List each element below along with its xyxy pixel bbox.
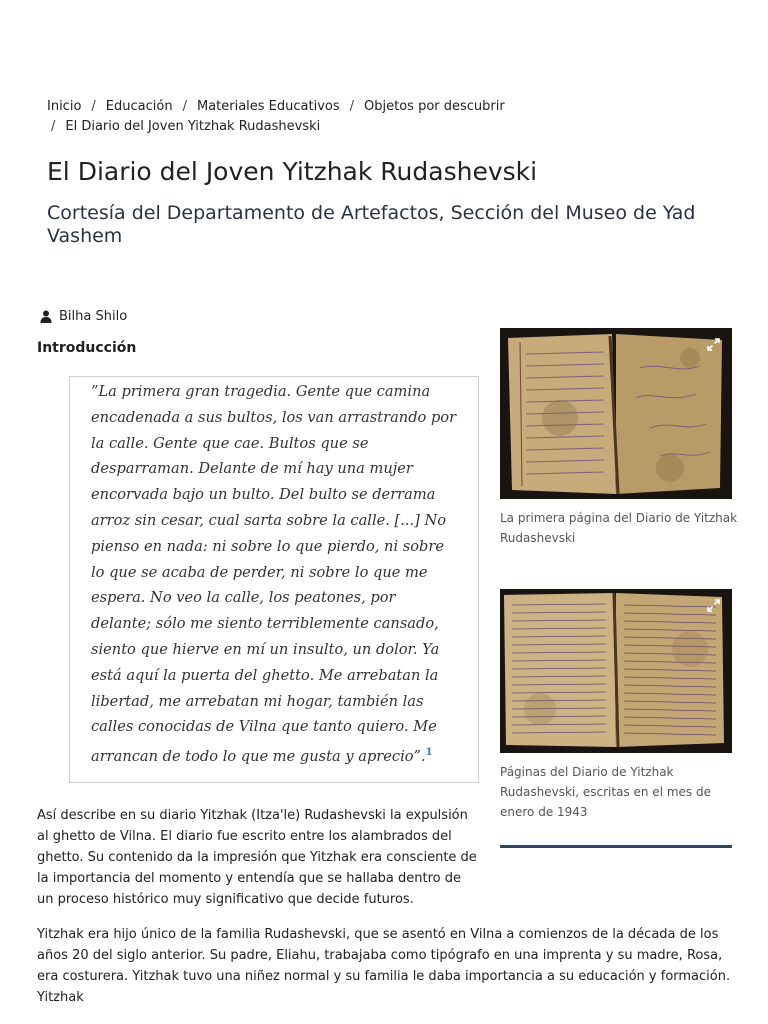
breadcrumb-item-educacion[interactable]: Educación xyxy=(105,99,173,114)
breadcrumb-item-inicio[interactable]: Inicio xyxy=(47,99,82,114)
diary-quote xyxy=(69,376,479,783)
image-caption: Páginas del Diario de Yitzhak Rudashevski, escritas en el mes de enero de 1943 xyxy=(500,765,711,819)
page-subtitle: Cortesía del Departamento de Artefactos, Sección del Museo de Yad Vashem xyxy=(47,202,696,247)
breadcrumb-separator: / xyxy=(51,119,56,134)
breadcrumb-item-materiales[interactable]: Materiales Educativos xyxy=(196,99,340,114)
diary-image-pages-1943[interactable] xyxy=(500,589,732,753)
footnote-link[interactable]: 1 xyxy=(425,747,433,759)
quote-text: ”La primera gran tragedia. Gente que camina encadenada a sus bultos, los van arrastrando por la calle. Gente que cae. Bultos que se desparraman. Delante de mí hay una mujer encorvada bajo un bulto. Del bulto se derrama arroz sin cesar, cual sarta sobre la calle. [...] No pienso en nada: ni sobre lo que pierdo, ni sobre lo que se acaba de perder, ni sobre lo que me espera. No veo la calle, los peatones, por delante; sólo me siento terriblemente cansado, siento que hierve en mí un insulto, un dolor. Ya está aquí la puerta del ghetto. Me arrebatan la libertad, me arrebatan mi hogar, también las calles conocidas de Vilna que tanto quiero. Me arrancan de todo lo que me gusta y aprecio”. xyxy=(91,383,457,766)
breadcrumb-current: El Diario del Joven Yitzhak Rudashevski xyxy=(65,119,321,134)
image-caption: La primera página del Diario de Yitzhak Rudashevski xyxy=(500,511,738,545)
section-heading: Introducción xyxy=(37,340,137,356)
breadcrumb xyxy=(47,97,707,137)
diary-photo-2 xyxy=(500,589,732,753)
expand-icon[interactable] xyxy=(707,338,720,351)
body-paragraph: Así describe en su diario Yitzhak (Itza'le) Rudashevski la expulsión al ghetto de Vilna. El diario fue escrito entre los alambrados del ghetto. Su contenido da la impresión que Yitzhak era consciente de la importancia del momento y entendía que se hallaba dentro de un proceso histórico muy significativo que decide futuros. xyxy=(37,808,477,907)
breadcrumb-separator: / xyxy=(182,99,187,114)
breadcrumb-separator: / xyxy=(91,99,96,114)
expand-icon[interactable] xyxy=(707,599,720,612)
breadcrumb-separator: / xyxy=(349,99,355,114)
diary-image-first-page[interactable] xyxy=(500,328,732,499)
user-icon xyxy=(40,310,52,323)
breadcrumb-item-objetos[interactable]: Objetos por descubrir xyxy=(364,99,505,114)
author-name[interactable]: Bilha Shilo xyxy=(59,309,128,324)
sidebar-divider xyxy=(500,845,732,848)
page-title: El Diario del Joven Yitzhak Rudashevski xyxy=(47,157,538,186)
body-paragraph: Yitzhak era hijo único de la familia Rudashevski, que se asentó en Vilna a comienzos de la década de los años 20 del siglo anterior. Su padre, Eliahu, trabajaba como tipógrafo en una imprenta y su madre, Rosa, era costurera. Yitzhak tuvo una niñez normal y su familia le daba importancia a su educación y formación. Yitzhak xyxy=(37,927,731,1005)
diary-photo-1 xyxy=(500,328,732,499)
author-byline xyxy=(40,309,127,324)
